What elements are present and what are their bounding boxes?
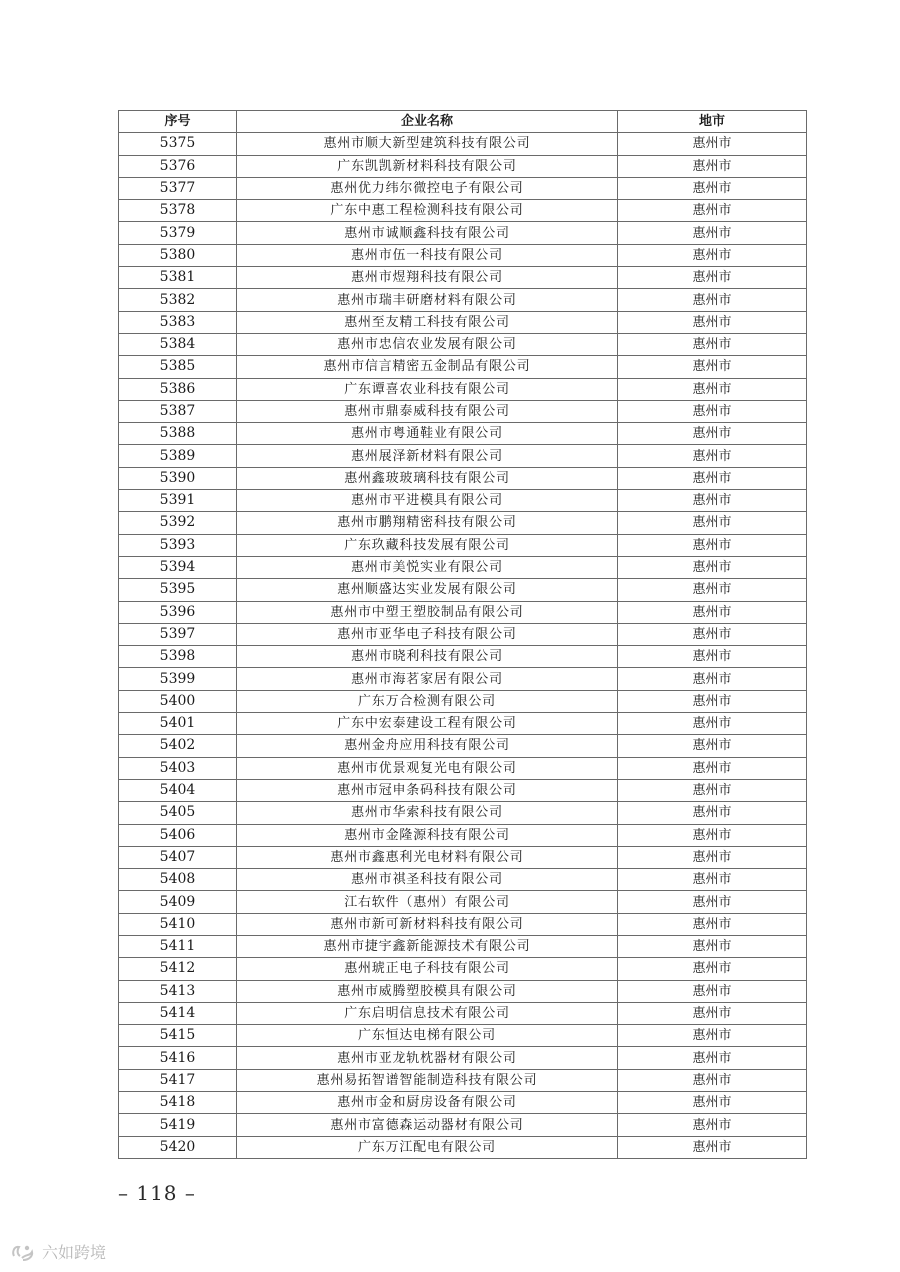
- cell-serial-number: 5400: [119, 690, 237, 712]
- cell-serial-number: 5379: [119, 222, 237, 244]
- watermark-logo-icon: [10, 1242, 36, 1262]
- cell-city: 惠州市: [618, 378, 807, 400]
- cell-company-name: 惠州市华索科技有限公司: [237, 802, 618, 824]
- table-row: [119, 891, 807, 913]
- watermark-text: 六如跨境: [42, 1243, 107, 1262]
- cell-serial-number: 5395: [119, 579, 237, 601]
- cell-company-name: 惠州市鹏翔精密科技有限公司: [237, 512, 618, 534]
- cell-serial-number: 5392: [119, 512, 237, 534]
- cell-city: 惠州市: [618, 289, 807, 311]
- cell-city: 惠州市: [618, 757, 807, 779]
- cell-serial-number: 5418: [119, 1092, 237, 1114]
- table-row: [119, 913, 807, 935]
- cell-city: 惠州市: [618, 1047, 807, 1069]
- cell-city: 惠州市: [618, 601, 807, 623]
- cell-company-name: 广东中惠工程检测科技有限公司: [237, 200, 618, 222]
- cell-serial-number: 5415: [119, 1025, 237, 1047]
- cell-serial-number: 5385: [119, 356, 237, 378]
- cell-city: 惠州市: [618, 512, 807, 534]
- cell-company-name: 惠州市富德森运动器材有限公司: [237, 1114, 618, 1136]
- cell-city: 惠州市: [618, 958, 807, 980]
- cell-company-name: 惠州金舟应用科技有限公司: [237, 735, 618, 757]
- header-serial-number: 序号: [119, 111, 237, 133]
- cell-serial-number: 5382: [119, 289, 237, 311]
- table-row: [119, 512, 807, 534]
- cell-company-name: 惠州市冠申条码科技有限公司: [237, 779, 618, 801]
- cell-company-name: 惠州市顺大新型建筑科技有限公司: [237, 133, 618, 155]
- cell-serial-number: 5405: [119, 802, 237, 824]
- table-row: [119, 1069, 807, 1091]
- table-row: [119, 1047, 807, 1069]
- cell-company-name: 惠州市中塑王塑胶制品有限公司: [237, 601, 618, 623]
- cell-city: 惠州市: [618, 267, 807, 289]
- cell-serial-number: 5398: [119, 646, 237, 668]
- cell-serial-number: 5403: [119, 757, 237, 779]
- cell-city: 惠州市: [618, 802, 807, 824]
- cell-city: 惠州市: [618, 735, 807, 757]
- cell-company-name: 广东谭喜农业科技有限公司: [237, 378, 618, 400]
- company-list-table: [118, 110, 807, 1159]
- table-row: [119, 824, 807, 846]
- cell-serial-number: 5376: [119, 155, 237, 177]
- cell-company-name: 惠州市平进模具有限公司: [237, 490, 618, 512]
- cell-company-name: 惠州市粤通鞋业有限公司: [237, 423, 618, 445]
- table-body: [119, 133, 807, 1159]
- cell-city: 惠州市: [618, 935, 807, 957]
- cell-city: 惠州市: [618, 556, 807, 578]
- cell-company-name: 惠州市金和厨房设备有限公司: [237, 1092, 618, 1114]
- cell-serial-number: 5387: [119, 400, 237, 422]
- cell-city: 惠州市: [618, 824, 807, 846]
- table-row: [119, 490, 807, 512]
- cell-serial-number: 5394: [119, 556, 237, 578]
- cell-city: 惠州市: [618, 579, 807, 601]
- table-row: [119, 378, 807, 400]
- cell-city: 惠州市: [618, 1136, 807, 1158]
- table-row: [119, 311, 807, 333]
- cell-city: 惠州市: [618, 200, 807, 222]
- cell-serial-number: 5411: [119, 935, 237, 957]
- cell-company-name: 江右软件（惠州）有限公司: [237, 891, 618, 913]
- cell-city: 惠州市: [618, 177, 807, 199]
- table-row: [119, 668, 807, 690]
- cell-serial-number: 5388: [119, 423, 237, 445]
- cell-company-name: 惠州市鑫惠利光电材料有限公司: [237, 846, 618, 868]
- cell-serial-number: 5410: [119, 913, 237, 935]
- cell-city: 惠州市: [618, 490, 807, 512]
- table-row: [119, 735, 807, 757]
- cell-serial-number: 5417: [119, 1069, 237, 1091]
- cell-serial-number: 5384: [119, 333, 237, 355]
- cell-serial-number: 5408: [119, 869, 237, 891]
- cell-serial-number: 5404: [119, 779, 237, 801]
- table-row: [119, 1136, 807, 1158]
- cell-serial-number: 5413: [119, 980, 237, 1002]
- table-row: [119, 267, 807, 289]
- table-row: [119, 200, 807, 222]
- cell-serial-number: 5412: [119, 958, 237, 980]
- cell-company-name: 惠州至友精工科技有限公司: [237, 311, 618, 333]
- cell-company-name: 惠州市煜翔科技有限公司: [237, 267, 618, 289]
- table-row: [119, 1092, 807, 1114]
- table-row: [119, 1114, 807, 1136]
- cell-serial-number: 5386: [119, 378, 237, 400]
- table-row: [119, 222, 807, 244]
- cell-company-name: 惠州市美悦实业有限公司: [237, 556, 618, 578]
- cell-company-name: 惠州优力纬尔微控电子有限公司: [237, 177, 618, 199]
- cell-serial-number: 5393: [119, 534, 237, 556]
- cell-city: 惠州市: [618, 891, 807, 913]
- cell-city: 惠州市: [618, 445, 807, 467]
- cell-serial-number: 5401: [119, 713, 237, 735]
- table-row: [119, 333, 807, 355]
- cell-serial-number: 5380: [119, 244, 237, 266]
- cell-company-name: 惠州市金隆源科技有限公司: [237, 824, 618, 846]
- cell-serial-number: 5402: [119, 735, 237, 757]
- table-row: [119, 445, 807, 467]
- cell-city: 惠州市: [618, 646, 807, 668]
- header-company-name: 企业名称: [237, 111, 618, 133]
- cell-city: 惠州市: [618, 133, 807, 155]
- cell-city: 惠州市: [618, 980, 807, 1002]
- cell-company-name: 广东万江配电有限公司: [237, 1136, 618, 1158]
- cell-company-name: 惠州市亚华电子科技有限公司: [237, 623, 618, 645]
- cell-company-name: 惠州市捷宇鑫新能源技术有限公司: [237, 935, 618, 957]
- table-row: [119, 244, 807, 266]
- cell-city: 惠州市: [618, 668, 807, 690]
- table-row: [119, 133, 807, 155]
- cell-city: 惠州市: [618, 222, 807, 244]
- cell-serial-number: 5378: [119, 200, 237, 222]
- cell-serial-number: 5420: [119, 1136, 237, 1158]
- cell-company-name: 惠州展泽新材料有限公司: [237, 445, 618, 467]
- cell-company-name: 惠州市信言精密五金制品有限公司: [237, 356, 618, 378]
- cell-company-name: 广东万合检测有限公司: [237, 690, 618, 712]
- watermark: [10, 1240, 106, 1263]
- cell-city: 惠州市: [618, 333, 807, 355]
- cell-city: 惠州市: [618, 155, 807, 177]
- cell-company-name: 广东凯凯新材料科技有限公司: [237, 155, 618, 177]
- table-row: [119, 846, 807, 868]
- cell-serial-number: 5383: [119, 311, 237, 333]
- cell-company-name: 广东中宏泰建设工程有限公司: [237, 713, 618, 735]
- table-row: [119, 467, 807, 489]
- cell-city: 惠州市: [618, 356, 807, 378]
- table-header-row: [119, 111, 807, 133]
- cell-company-name: 惠州市晓利科技有限公司: [237, 646, 618, 668]
- cell-company-name: 惠州市优景观复光电有限公司: [237, 757, 618, 779]
- table-row: [119, 1025, 807, 1047]
- cell-city: 惠州市: [618, 400, 807, 422]
- header-city: 地市: [618, 111, 807, 133]
- table-row: [119, 623, 807, 645]
- cell-company-name: 广东启明信息技术有限公司: [237, 1002, 618, 1024]
- cell-city: 惠州市: [618, 1069, 807, 1091]
- table-row: [119, 958, 807, 980]
- table-row: [119, 779, 807, 801]
- cell-city: 惠州市: [618, 534, 807, 556]
- cell-serial-number: 5377: [119, 177, 237, 199]
- cell-serial-number: 5416: [119, 1047, 237, 1069]
- table-row: [119, 400, 807, 422]
- table-row: [119, 423, 807, 445]
- cell-city: 惠州市: [618, 690, 807, 712]
- cell-serial-number: 5396: [119, 601, 237, 623]
- cell-serial-number: 5397: [119, 623, 237, 645]
- cell-serial-number: 5407: [119, 846, 237, 868]
- table-row: [119, 579, 807, 601]
- cell-city: 惠州市: [618, 779, 807, 801]
- table-row: [119, 980, 807, 1002]
- cell-city: 惠州市: [618, 869, 807, 891]
- cell-company-name: 惠州市诚顺鑫科技有限公司: [237, 222, 618, 244]
- cell-city: 惠州市: [618, 846, 807, 868]
- cell-serial-number: 5375: [119, 133, 237, 155]
- table-row: [119, 690, 807, 712]
- cell-serial-number: 5391: [119, 490, 237, 512]
- table-row: [119, 935, 807, 957]
- table-row: [119, 646, 807, 668]
- cell-city: 惠州市: [618, 1025, 807, 1047]
- cell-city: 惠州市: [618, 311, 807, 333]
- cell-city: 惠州市: [618, 244, 807, 266]
- cell-city: 惠州市: [618, 713, 807, 735]
- cell-serial-number: 5389: [119, 445, 237, 467]
- cell-company-name: 惠州易拓智谱智能制造科技有限公司: [237, 1069, 618, 1091]
- table-row: [119, 802, 807, 824]
- table-row: [119, 534, 807, 556]
- cell-serial-number: 5409: [119, 891, 237, 913]
- cell-company-name: 惠州顺盛达实业发展有限公司: [237, 579, 618, 601]
- cell-company-name: 惠州市瑞丰研磨材料有限公司: [237, 289, 618, 311]
- cell-city: 惠州市: [618, 1092, 807, 1114]
- cell-serial-number: 5381: [119, 267, 237, 289]
- table-row: [119, 289, 807, 311]
- cell-city: 惠州市: [618, 423, 807, 445]
- cell-company-name: 惠州市祺圣科技有限公司: [237, 869, 618, 891]
- table-row: [119, 556, 807, 578]
- table-row: [119, 356, 807, 378]
- cell-city: 惠州市: [618, 1114, 807, 1136]
- cell-company-name: 惠州市威腾塑胶模具有限公司: [237, 980, 618, 1002]
- table-row: [119, 601, 807, 623]
- table-row: [119, 177, 807, 199]
- cell-city: 惠州市: [618, 623, 807, 645]
- cell-company-name: 惠州市伍一科技有限公司: [237, 244, 618, 266]
- table-row: [119, 713, 807, 735]
- cell-serial-number: 5399: [119, 668, 237, 690]
- cell-company-name: 广东恒达电梯有限公司: [237, 1025, 618, 1047]
- cell-company-name: 惠州市忠信农业发展有限公司: [237, 333, 618, 355]
- cell-company-name: 惠州市鼎泰威科技有限公司: [237, 400, 618, 422]
- cell-city: 惠州市: [618, 913, 807, 935]
- page-number: – 118 –: [118, 1181, 196, 1205]
- table-row: [119, 155, 807, 177]
- cell-company-name: 惠州市新可新材料科技有限公司: [237, 913, 618, 935]
- cell-city: 惠州市: [618, 467, 807, 489]
- cell-company-name: 惠州琥正电子科技有限公司: [237, 958, 618, 980]
- table-row: [119, 1002, 807, 1024]
- table-row: [119, 757, 807, 779]
- cell-serial-number: 5419: [119, 1114, 237, 1136]
- cell-company-name: 广东玖藏科技发展有限公司: [237, 534, 618, 556]
- cell-serial-number: 5414: [119, 1002, 237, 1024]
- cell-serial-number: 5406: [119, 824, 237, 846]
- cell-company-name: 惠州市亚龙轨枕器材有限公司: [237, 1047, 618, 1069]
- cell-company-name: 惠州市海茗家居有限公司: [237, 668, 618, 690]
- table-row: [119, 869, 807, 891]
- cell-company-name: 惠州鑫玻玻璃科技有限公司: [237, 467, 618, 489]
- cell-city: 惠州市: [618, 1002, 807, 1024]
- cell-serial-number: 5390: [119, 467, 237, 489]
